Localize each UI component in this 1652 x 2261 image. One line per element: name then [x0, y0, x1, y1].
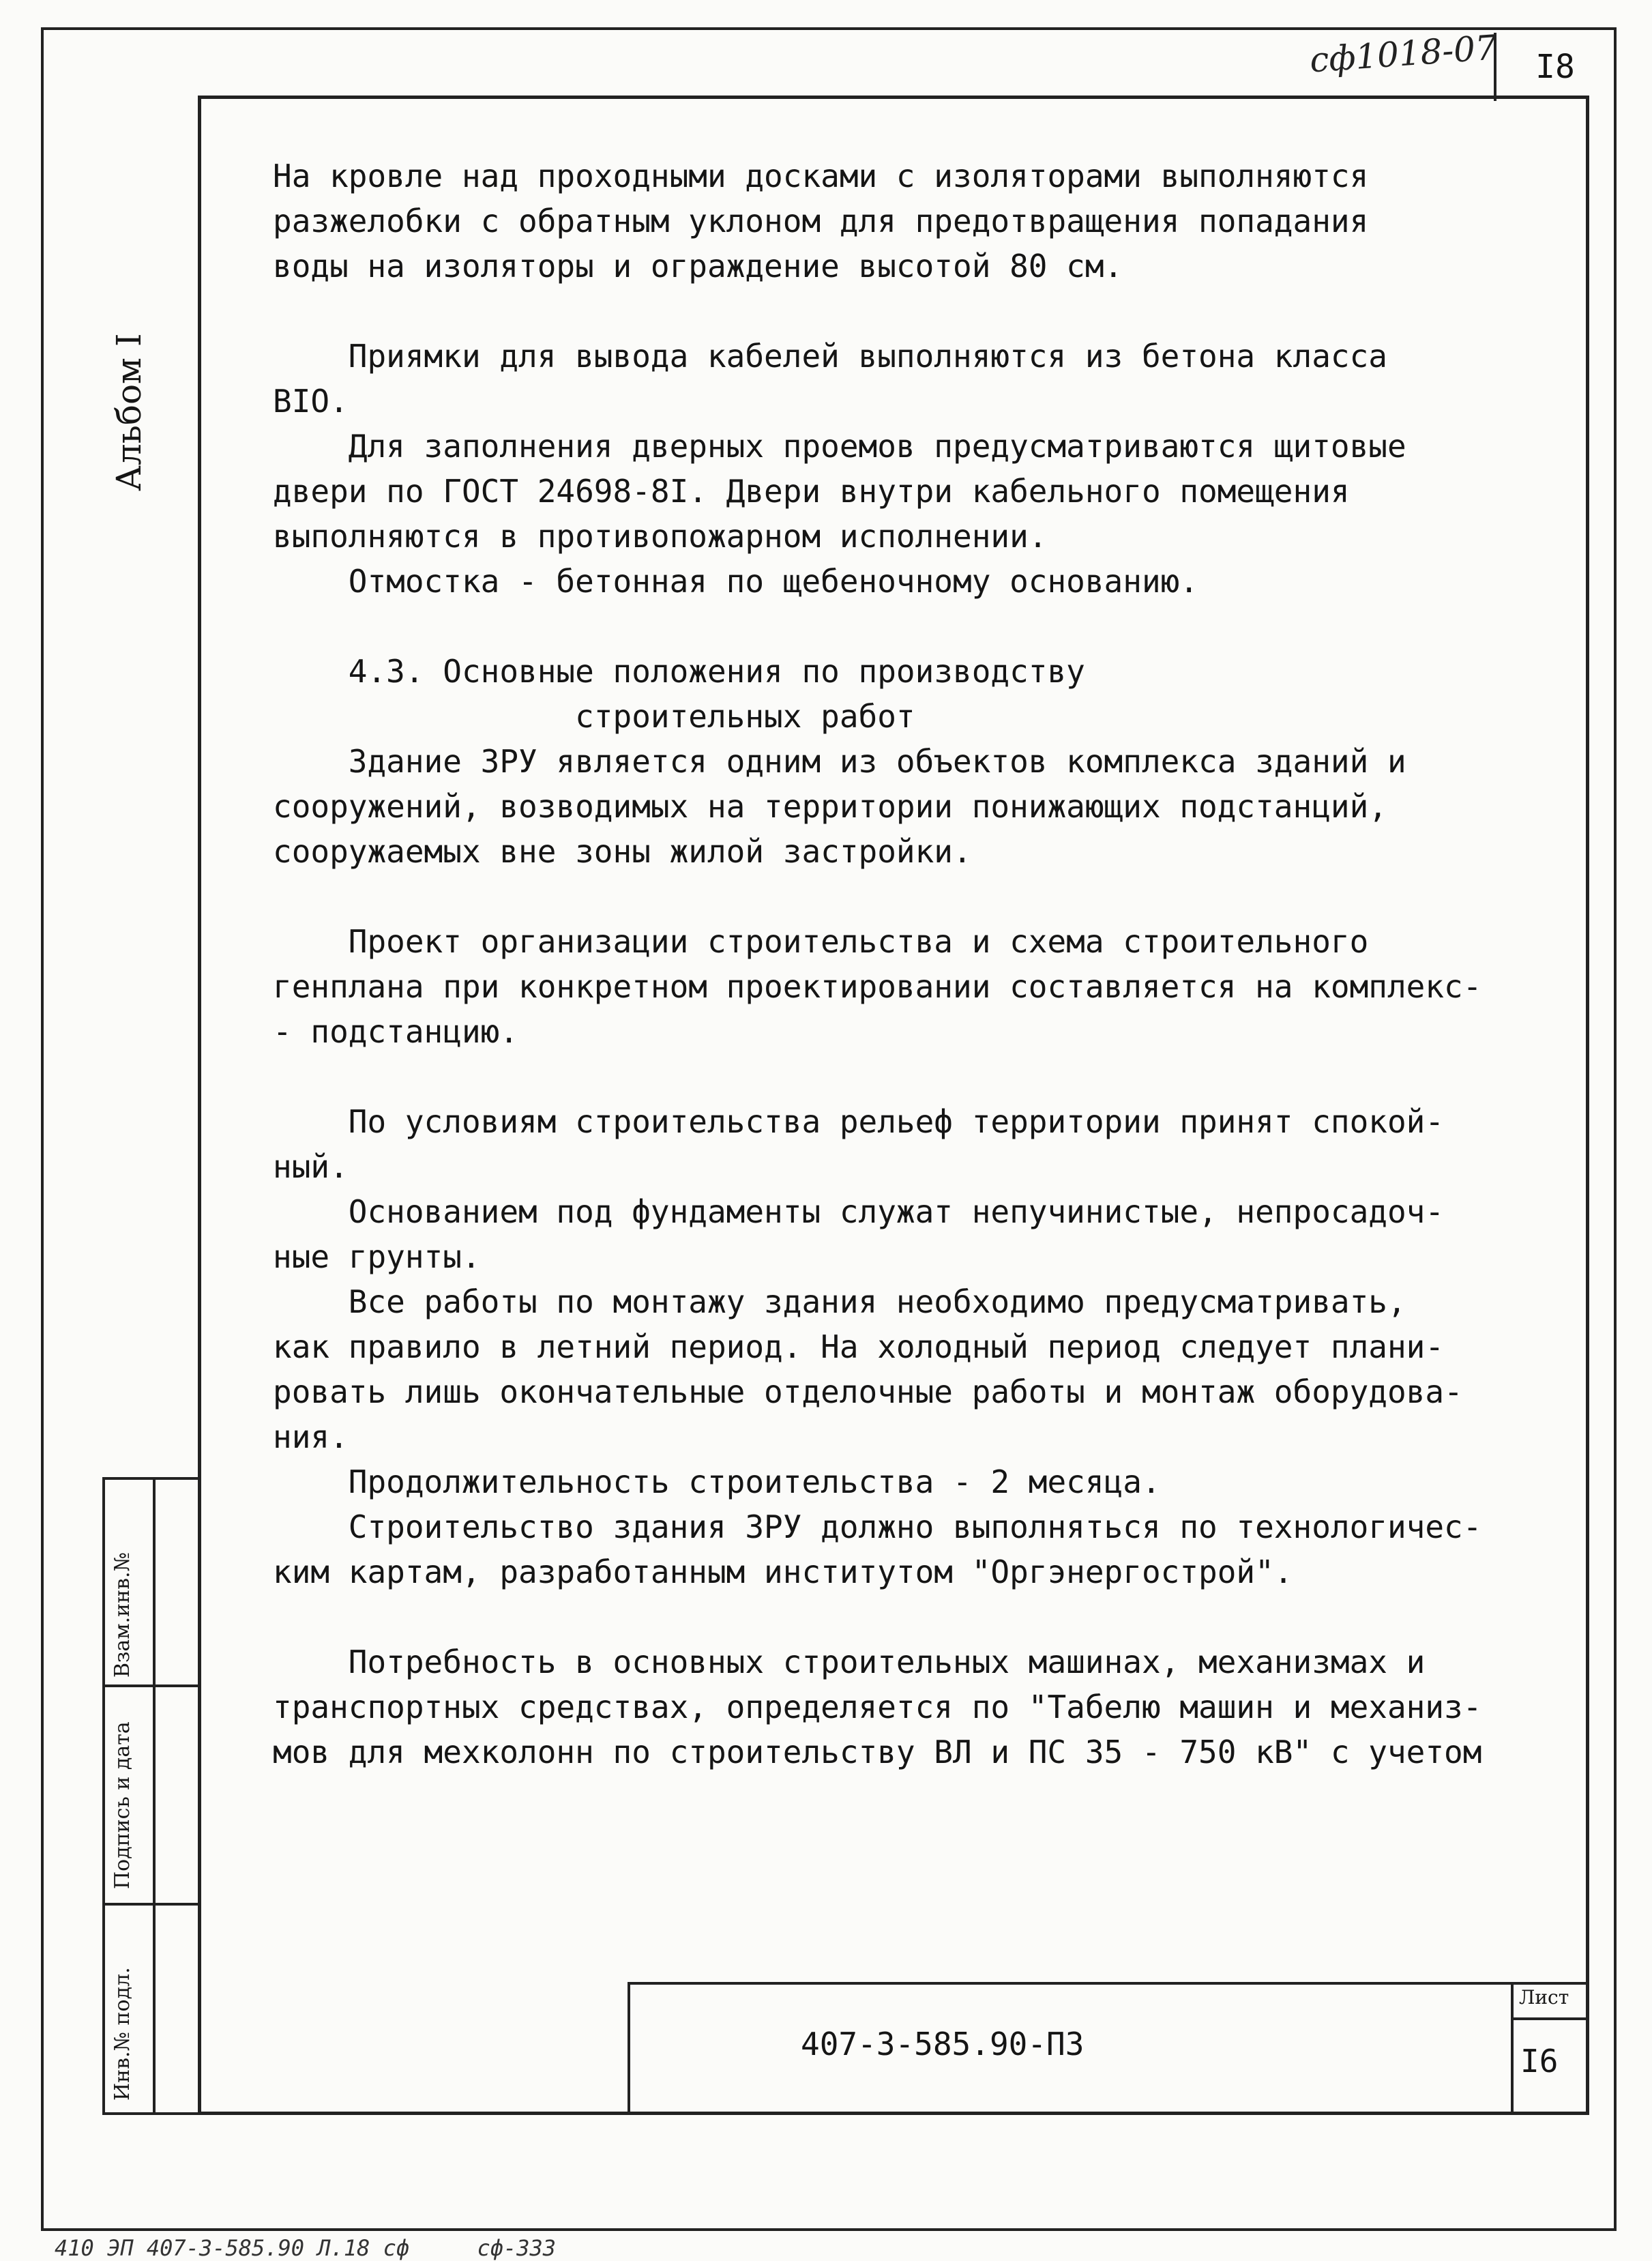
text-line: ные грунты.	[273, 1238, 481, 1275]
section-heading: 4.3. Основные положения по производству	[273, 653, 1085, 690]
text-line: транспортных средствах, определяется по "Табелю машин и механиз-	[273, 1689, 1482, 1725]
text-line: сооружений, возводимых на территории понижающих подстанций,	[273, 788, 1387, 825]
text-line	[273, 1594, 1555, 1639]
stamp-label-original-inv: Инв.№ подл.	[110, 1967, 134, 2101]
text-line: Приямки для вывода кабелей выполняются из бетона класса	[273, 338, 1387, 375]
text-line: как правило в летний период. На холодный период следует плани-	[273, 1328, 1445, 1365]
text-line: На кровле над проходными досками с изоляторами выполняются	[273, 158, 1369, 194]
footer-left: 410 ЭП 407-3-585.90 Л.18 сф	[55, 2235, 410, 2261]
text-line: воды на изоляторы и ограждение высотой 80 см.	[273, 248, 1123, 285]
text-line: генплана при конкретном проектировании составляется на комплекс-	[273, 968, 1482, 1005]
stamp-label-replaced-inv: Взам.инв.№	[110, 1552, 134, 1678]
text-line: - подстанцию.	[273, 1013, 519, 1050]
text-line: выполняются в противопожарном исполнении.	[273, 518, 1048, 555]
sheet-box	[1511, 1985, 1589, 2115]
sheet-number: I6	[1520, 2043, 1559, 2080]
page-number-box	[1494, 33, 1614, 101]
sheet-label: Лист	[1519, 1986, 1569, 2009]
text-line: Проект организации строительства и схема строительного	[273, 923, 1369, 960]
text-line: Продолжительность строительства - 2 месяца.	[273, 1463, 1161, 1500]
text-line: мов для мехколонн по строительству ВЛ и ПС 35 - 750 кВ" с учетом	[273, 1734, 1482, 1770]
text-line: двери по ГОСТ 24698-8I. Двери внутри кабельного помещения	[273, 473, 1350, 510]
text-line: Для заполнения дверных проемов предусматриваются щитовые	[273, 428, 1406, 465]
footer-note	[55, 2235, 610, 2261]
footer-right: сф-333	[477, 2235, 557, 2261]
text-line: ким картам, разработанным институтом "Оргэнергострой".	[273, 1553, 1293, 1590]
handwritten-mark: сф1018-07	[1308, 27, 1499, 81]
stamp-divider-vertical	[153, 1480, 156, 2112]
body-text	[273, 154, 1555, 1775]
text-line: Основанием под фундаменты служат непучинистые, непросадоч-	[273, 1193, 1445, 1230]
text-line: Отмостка - бетонная по щебеночному основанию.	[273, 563, 1199, 600]
text-line: Все работы по монтажу здания необходимо предусматривать,	[273, 1283, 1406, 1320]
section-heading: строительных работ	[273, 698, 915, 735]
text-line: Здание ЗРУ является одним из объектов комплекса зданий и	[273, 743, 1406, 780]
text-line: сооружаемых вне зоны жилой застройки.	[273, 833, 972, 870]
text-line	[273, 289, 1555, 334]
sheet-divider	[1514, 2017, 1589, 2020]
stamp-divider	[105, 1903, 198, 1906]
album-label: Альбом I	[109, 333, 149, 491]
text-line: BIO.	[273, 383, 349, 420]
text-line	[273, 604, 1555, 649]
stamp-column	[102, 1477, 201, 2115]
text-line: Потребность в основных строительных машинах, механизмах и	[273, 1644, 1426, 1680]
text-line: По условиям строительства рельеф территории принят спокой-	[273, 1103, 1445, 1140]
text-line	[273, 1054, 1555, 1099]
title-block	[628, 1982, 1589, 2115]
page-number: I8	[1535, 48, 1575, 86]
text-line	[273, 874, 1555, 919]
text-line: ный.	[273, 1148, 349, 1185]
document-code: 407-3-585.90-ПЗ	[801, 2026, 1085, 2062]
stamp-divider	[105, 1684, 198, 1687]
text-line: ровать лишь окончательные отделочные работы и монтаж оборудова-	[273, 1373, 1463, 1410]
text-line: Строительство здания ЗРУ должно выполняться по технологичес-	[273, 1508, 1482, 1545]
text-line: ния.	[273, 1418, 349, 1455]
stamp-label-signature-date: Подпись и дата	[110, 1721, 134, 1889]
text-line: разжелобки с обратным уклоном для предотвращения попадания	[273, 203, 1369, 239]
